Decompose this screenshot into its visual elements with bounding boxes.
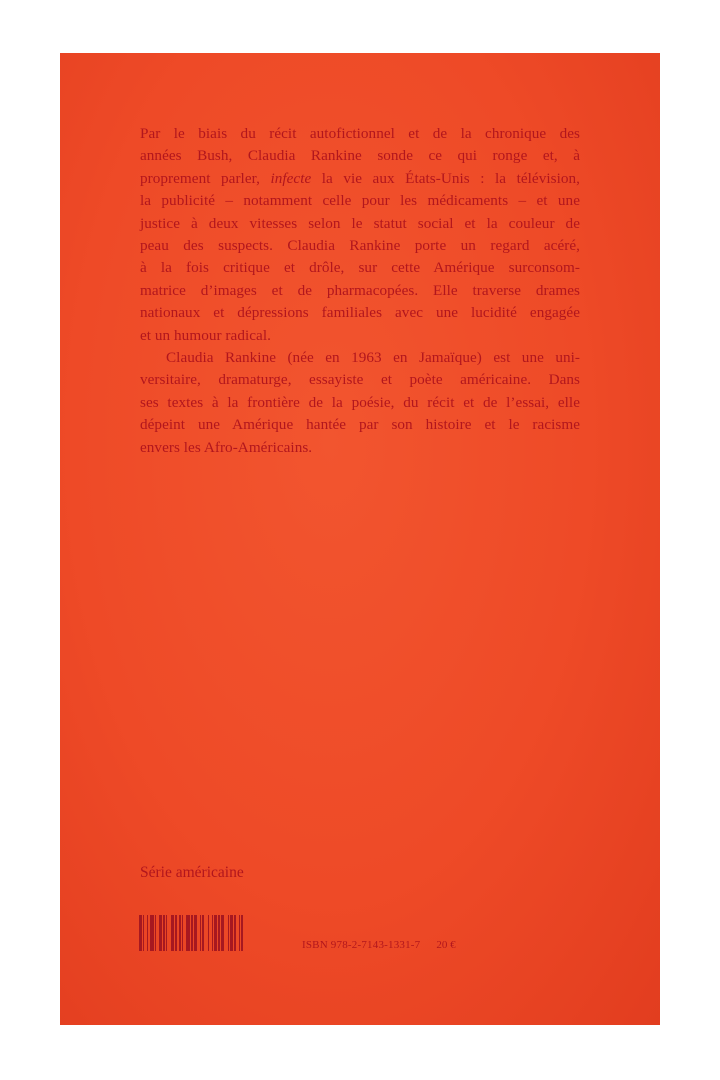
blurb-line: justice à deux vitesses selon le statut social et la couleur de: [140, 214, 580, 232]
blurb-line: [140, 168, 580, 190]
isbn-number: ISBN 978-2-7143-1331-7: [302, 939, 421, 951]
barcode-icon: [139, 915, 291, 951]
blurb-line: peau des suspects. Claudia Rankine porte un regard acéré,: [140, 237, 580, 255]
series-label: Série américaine: [140, 864, 244, 881]
blurb-paragraph-1: [140, 123, 580, 347]
blurb-line-start: proprement parler,: [140, 169, 271, 187]
blurb-paragraph-2: [140, 347, 580, 459]
blurb-line-end: la vie aux États-Unis : la télévision,: [321, 169, 580, 187]
blurb-line: et un humour radical.: [140, 326, 271, 344]
blurb-line: dépeint une Amérique hantée par son histoire et le racisme: [140, 416, 580, 434]
price: 20 €: [436, 939, 456, 951]
blurb-line: la publicité – notamment celle pour les médicaments – et une: [140, 192, 580, 210]
blurb-line: années Bush, Claudia Rankine sonde ce qui ronge et, à: [140, 147, 580, 165]
blurb-text: [140, 123, 580, 459]
blurb-line: à la fois critique et drôle, sur cette Amérique surconsom-: [140, 259, 580, 277]
blurb-line: Claudia Rankine (née en 1963 en Jamaïque) est une uni-: [166, 349, 580, 367]
blurb-line: Par le biais du récit autofictionnel et de la chronique des: [140, 125, 580, 142]
italic-word: infecte: [270, 169, 312, 187]
blurb-line: ses textes à la frontière de la poésie, du récit et de l’essai, elle: [140, 393, 580, 411]
barcode-gap: [243, 915, 246, 951]
blurb-line: matrice d’images et de pharmacopées. Elle traverse drames: [140, 281, 580, 299]
blurb-line: envers les Afro-Américains.: [140, 438, 313, 456]
book-back-cover: [60, 53, 660, 1025]
blurb-line: nationaux et dépressions familiales avec une lucidité engagée: [140, 304, 580, 322]
blurb-line: versitaire, dramaturge, essayiste et poète américaine. Dans: [140, 371, 580, 389]
barcode-row: [139, 913, 456, 951]
